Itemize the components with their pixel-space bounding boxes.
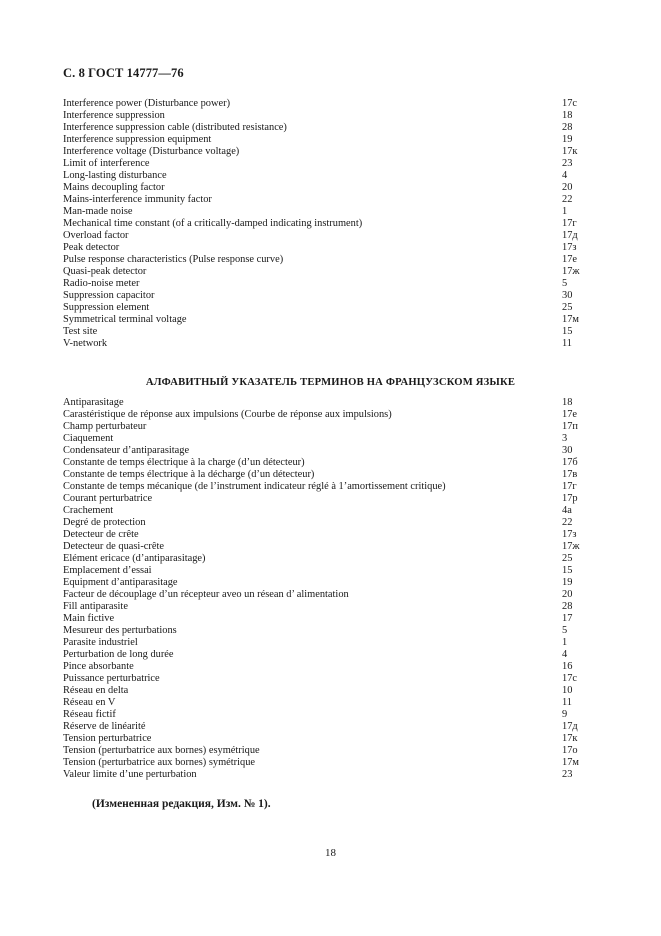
index-entry bbox=[63, 409, 593, 421]
index-reference: 9 bbox=[562, 709, 568, 720]
index-entry bbox=[63, 242, 593, 254]
index-reference: 5 bbox=[562, 625, 568, 636]
index-reference: 17ж bbox=[562, 541, 580, 552]
index-reference: 17ж bbox=[562, 266, 580, 277]
index-term: Suppression capacitor bbox=[63, 290, 155, 301]
index-term: Puissance perturbatrice bbox=[63, 673, 160, 684]
index-term: Symmetrical terminal voltage bbox=[63, 314, 187, 325]
index-reference: 17 bbox=[562, 613, 573, 624]
index-entry bbox=[63, 685, 593, 697]
index-term: Interference voltage (Disturbance voltage) bbox=[63, 146, 240, 157]
index-term: Man-made noise bbox=[63, 206, 133, 217]
index-reference: 22 bbox=[562, 517, 573, 528]
index-entry bbox=[63, 445, 593, 457]
index-term: Interference suppression bbox=[63, 110, 165, 121]
index-entry bbox=[63, 254, 593, 266]
index-term: Parasite industriel bbox=[63, 637, 138, 648]
index-entry bbox=[63, 553, 593, 565]
index-term: Mains-interference immunity factor bbox=[63, 194, 212, 205]
index-term: Peak detector bbox=[63, 242, 120, 253]
index-reference: 1 bbox=[562, 206, 568, 217]
index-entry bbox=[63, 457, 593, 469]
page-number: 18 bbox=[325, 847, 336, 859]
index-term: Mechanical time constant (of a critically-damped indicating instrument) bbox=[63, 218, 363, 229]
index-reference: 17з bbox=[562, 529, 577, 540]
index-reference: 10 bbox=[562, 685, 573, 696]
index-reference: 17е bbox=[562, 409, 578, 420]
index-entry bbox=[63, 745, 593, 757]
index-term: Long-lasting disturbance bbox=[63, 170, 167, 181]
index-entry bbox=[63, 721, 593, 733]
index-term: Crachement bbox=[63, 505, 114, 516]
index-reference: 17м bbox=[562, 757, 579, 768]
index-entry bbox=[63, 98, 593, 110]
index-entry bbox=[63, 278, 593, 290]
index-reference: 1 bbox=[562, 637, 568, 648]
index-entry bbox=[63, 146, 593, 158]
index-entry bbox=[63, 290, 593, 302]
index-reference: 17с bbox=[562, 98, 578, 109]
index-entry bbox=[63, 565, 593, 577]
index-reference: 25 bbox=[562, 553, 573, 564]
index-reference: 17е bbox=[562, 254, 578, 265]
index-entry bbox=[63, 266, 593, 278]
index-reference: 18 bbox=[562, 397, 573, 408]
index-term: Main fictive bbox=[63, 613, 115, 624]
index-reference: 17р bbox=[562, 493, 578, 504]
index-entry bbox=[63, 697, 593, 709]
index-reference: 4а bbox=[562, 505, 572, 516]
index-term: Valeur limite d’une perturbation bbox=[63, 769, 197, 780]
index-term: Réseau en V bbox=[63, 697, 116, 708]
index-term: Ciaquement bbox=[63, 433, 114, 444]
index-term: Tension (perturbatrice aux bornes) symétrique bbox=[63, 757, 256, 768]
index-reference: 28 bbox=[562, 601, 573, 612]
index-entry bbox=[63, 302, 593, 314]
index-term: Condensateur d’antiparasitage bbox=[63, 445, 190, 456]
index-entry bbox=[63, 505, 593, 517]
index-term: Detecteur de crête bbox=[63, 529, 139, 540]
index-term: Constante de temps électrique à la décharge (d’un détecteur) bbox=[63, 469, 315, 480]
index-entry bbox=[63, 314, 593, 326]
index-reference: 17б bbox=[562, 457, 578, 468]
index-reference: 30 bbox=[562, 445, 573, 456]
french-index-title: АЛФАВИТНЫЙ УКАЗАТЕЛЬ ТЕРМИНОВ НА ФРАНЦУЗСКОМ ЯЗЫКЕ bbox=[145, 377, 516, 388]
index-term: Réseau fictif bbox=[63, 709, 116, 720]
index-reference: 16 bbox=[562, 661, 573, 672]
index-reference: 19 bbox=[562, 577, 573, 588]
index-term: Fill antiparasite bbox=[63, 601, 128, 612]
index-entry bbox=[63, 433, 593, 445]
index-term: Elément ericace (d’antiparasitage) bbox=[63, 553, 206, 564]
index-entry bbox=[63, 649, 593, 661]
index-entry bbox=[63, 206, 593, 218]
index-entry bbox=[63, 326, 593, 338]
index-entry bbox=[63, 493, 593, 505]
index-term: Réseau en delta bbox=[63, 685, 129, 696]
index-term: Champ perturbateur bbox=[63, 421, 147, 432]
index-reference: 17к bbox=[562, 146, 578, 157]
index-reference: 15 bbox=[562, 326, 573, 337]
index-reference: 17к bbox=[562, 733, 578, 744]
index-entry bbox=[63, 122, 593, 134]
index-entry bbox=[63, 733, 593, 745]
index-term: Quasi-peak detector bbox=[63, 266, 147, 277]
index-reference: 20 bbox=[562, 589, 573, 600]
index-reference: 17г bbox=[562, 481, 577, 492]
index-term: Mesureur des perturbations bbox=[63, 625, 177, 636]
index-term: Tension (perturbatrice aux bornes) esymétrique bbox=[63, 745, 260, 756]
index-term: Mains decoupling factor bbox=[63, 182, 165, 193]
index-reference: 17д bbox=[562, 721, 578, 732]
index-term: Antiparasitage bbox=[63, 397, 124, 408]
index-term: Limit of interference bbox=[63, 158, 150, 169]
index-reference: 22 bbox=[562, 194, 573, 205]
index-reference: 4 bbox=[562, 170, 568, 181]
index-entry bbox=[63, 218, 593, 230]
index-term: Interference suppression cable (distributed resistance) bbox=[63, 122, 287, 133]
index-term: Pince absorbante bbox=[63, 661, 134, 672]
index-reference: 30 bbox=[562, 290, 573, 301]
index-reference: 15 bbox=[562, 565, 573, 576]
index-term: Interference suppression equipment bbox=[63, 134, 212, 145]
index-term: Emplacement d’essai bbox=[63, 565, 152, 576]
index-reference: 19 bbox=[562, 134, 573, 145]
index-term: Pulse response characteristics (Pulse response curve) bbox=[63, 254, 284, 265]
index-entry bbox=[63, 769, 593, 781]
index-reference: 4 bbox=[562, 649, 568, 660]
index-reference: 17в bbox=[562, 469, 578, 480]
index-entry bbox=[63, 421, 593, 433]
index-term: Detecteur de quasi-crête bbox=[63, 541, 164, 552]
french-term-index bbox=[63, 397, 593, 781]
index-entry bbox=[63, 338, 593, 350]
index-entry bbox=[63, 625, 593, 637]
index-term: Overload factor bbox=[63, 230, 129, 241]
index-term: Suppression element bbox=[63, 302, 150, 313]
index-reference: 20 bbox=[562, 182, 573, 193]
index-term: Equipment d’antiparasitage bbox=[63, 577, 178, 588]
index-reference: 17о bbox=[562, 745, 578, 756]
index-entry bbox=[63, 158, 593, 170]
index-entry bbox=[63, 613, 593, 625]
index-entry bbox=[63, 637, 593, 649]
index-reference: 23 bbox=[562, 769, 573, 780]
index-term: Interference power (Disturbance power) bbox=[63, 98, 231, 109]
index-term: Courant perturbatrice bbox=[63, 493, 153, 504]
index-term: Perturbation de long durée bbox=[63, 649, 174, 660]
index-term: Constante de temps électrique à la charge (d’un détecteur) bbox=[63, 457, 305, 468]
page-header: С. 8 ГОСТ 14777—76 bbox=[63, 66, 184, 80]
index-reference: 5 bbox=[562, 278, 568, 289]
index-entry bbox=[63, 469, 593, 481]
index-entry bbox=[63, 709, 593, 721]
index-reference: 17п bbox=[562, 421, 578, 432]
index-reference: 28 bbox=[562, 122, 573, 133]
index-term: Degré de protection bbox=[63, 517, 146, 528]
index-reference: 17с bbox=[562, 673, 578, 684]
index-term: Tension perturbatrice bbox=[63, 733, 152, 744]
index-reference: 23 bbox=[562, 158, 573, 169]
english-term-index bbox=[63, 98, 593, 350]
index-entry bbox=[63, 397, 593, 409]
index-term: Radio-noise meter bbox=[63, 278, 140, 289]
index-reference: 3 bbox=[562, 433, 568, 444]
index-reference: 17д bbox=[562, 230, 578, 241]
index-reference: 17з bbox=[562, 242, 577, 253]
index-entry bbox=[63, 757, 593, 769]
index-reference: 11 bbox=[562, 338, 573, 349]
index-term: V-network bbox=[63, 338, 108, 349]
index-term: Test site bbox=[63, 326, 98, 337]
amendment-note: (Измененная редакция, Изм. № 1). bbox=[92, 798, 271, 810]
index-entry bbox=[63, 134, 593, 146]
index-reference: 17м bbox=[562, 314, 579, 325]
index-reference: 25 bbox=[562, 302, 573, 313]
index-entry bbox=[63, 170, 593, 182]
index-entry bbox=[63, 589, 593, 601]
index-term: Réserve de linéarité bbox=[63, 721, 146, 732]
index-reference: 18 bbox=[562, 110, 573, 121]
index-entry bbox=[63, 577, 593, 589]
index-reference: 11 bbox=[562, 697, 573, 708]
index-term: Carastéristique de réponse aux impulsions (Courbe de réponse aux impulsions) bbox=[63, 409, 392, 420]
index-entry bbox=[63, 194, 593, 206]
index-entry bbox=[63, 481, 593, 493]
index-entry bbox=[63, 110, 593, 122]
index-entry bbox=[63, 517, 593, 529]
index-entry bbox=[63, 661, 593, 673]
index-entry bbox=[63, 182, 593, 194]
index-term: Facteur de découplage d’un récepteur aveo un résean d’ alimentation bbox=[63, 589, 349, 600]
index-term: Constante de temps mécanique (de l’instrument indicateur réglé à 1’amortissement critique) bbox=[63, 481, 446, 492]
index-entry bbox=[63, 541, 593, 553]
index-entry bbox=[63, 601, 593, 613]
index-entry bbox=[63, 673, 593, 685]
index-entry bbox=[63, 230, 593, 242]
index-reference: 17г bbox=[562, 218, 577, 229]
index-entry bbox=[63, 529, 593, 541]
